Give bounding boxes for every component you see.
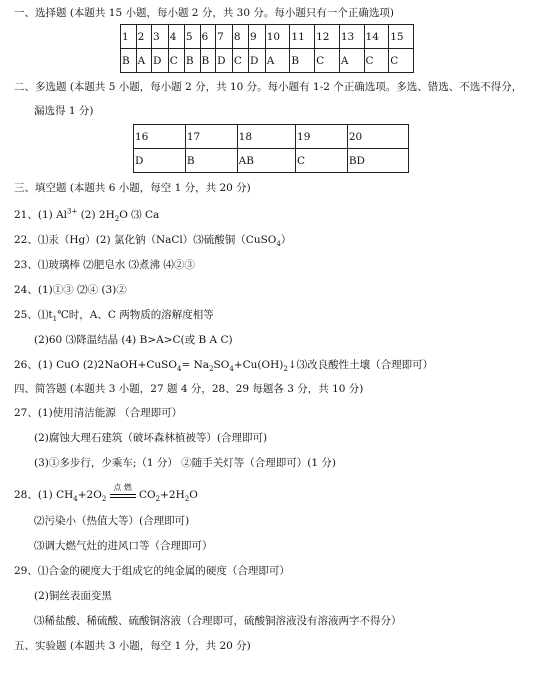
- section-3-heading: 三、填空题 (本题共 6 小题，每空 1 分，共 20 分): [14, 182, 251, 194]
- answer-22: [14, 233, 291, 247]
- question-number-cell: 2: [136, 25, 151, 49]
- section-2-heading: 二、多选题 (本题共 5 小题，每小题 2 分，共 10 分。每小题有 1-2 个正确选项。多选、错选、不选不得分，: [14, 81, 523, 93]
- question-number-cell: 16: [134, 125, 186, 149]
- answer-28-sub-2: 2: [101, 495, 107, 504]
- answer-28-text-a: 28、(1) CH: [14, 489, 74, 501]
- answer-28-text-e: O: [189, 489, 198, 501]
- answer-cell: D: [134, 149, 186, 173]
- question-number-cell: 13: [339, 25, 364, 49]
- answer-cell: D: [216, 49, 233, 73]
- answer-28-sub-4: 2: [184, 495, 190, 504]
- answer-22-part-a: 22、⑴汞（Hg）(2) 氯化钠（NaCl）⑶硫酸铜（CuSO: [14, 234, 277, 246]
- answer-29-part-2: (2)铜丝表面变黑: [34, 590, 112, 602]
- section-4-heading: 四、简答题 (本题共 3 小题，27 题 4 分，28、29 每题各 3 分，共 10 分): [14, 383, 364, 395]
- table-row-numbers: [134, 125, 409, 149]
- answer-25-part-1: [14, 308, 214, 322]
- answer-26-sub-1: 4: [176, 365, 182, 374]
- table-row-answers: [134, 149, 409, 173]
- answer-21: [14, 208, 159, 222]
- answer-cell: C: [232, 49, 248, 73]
- question-number-cell: 11: [290, 25, 315, 49]
- answer-28-text-b: +2O: [77, 489, 102, 501]
- question-number-cell: 3: [152, 25, 169, 49]
- question-number-cell: 8: [232, 25, 248, 49]
- answer-cell: B: [200, 49, 216, 73]
- answer-28-sub-1: 4: [73, 495, 78, 504]
- reaction-condition: [110, 483, 136, 498]
- answer-cell: B: [184, 49, 200, 73]
- answer-26-text-b: = Na: [181, 359, 210, 371]
- answer-cell: A: [265, 49, 290, 73]
- question-number-cell: 17: [185, 125, 237, 149]
- answer-22-sub: 4: [276, 240, 281, 249]
- answer-table-2: [133, 124, 409, 173]
- answer-28-text-d: +2H: [160, 489, 185, 501]
- answer-cell: A: [339, 49, 364, 73]
- section-5-heading: 五、实验题 (本题共 3 小题，每空 1 分，共 20 分): [14, 640, 251, 652]
- answer-28-sub-3: 2: [155, 495, 161, 504]
- answer-cell: C: [168, 49, 184, 73]
- answer-cell: A: [136, 49, 151, 73]
- question-number-cell: 20: [347, 125, 408, 149]
- answer-29-part-1: 29、⑴合金的硬度大于组成它的纯金属的硬度（合理即可）: [14, 565, 290, 577]
- answer-28-equation: [14, 483, 198, 504]
- answer-cell: C: [315, 49, 340, 73]
- reaction-condition-label: 点 燃: [113, 483, 132, 492]
- answer-cell: B: [290, 49, 315, 73]
- answer-26-sub-2: 2: [209, 365, 214, 374]
- answer-26-text-d: +Cu(OH): [233, 359, 284, 371]
- answer-cell: AB: [237, 149, 295, 173]
- answer-24: 24、(1)①③ ⑵④ (3)②: [14, 284, 127, 296]
- answer-21-charge: 3+: [67, 207, 78, 216]
- question-number-cell: 14: [364, 25, 389, 49]
- answer-cell: D: [248, 49, 265, 73]
- question-number-cell: 5: [184, 25, 200, 49]
- section-1-heading: 一、选择题 (本题共 15 小题，每小题 2 分，共 30 分。每小题只有一个正确选项): [14, 7, 394, 19]
- answer-26-text-e: ↓⑶改良酸性土壤（合理即可）: [287, 359, 434, 371]
- question-number-cell: 7: [216, 25, 233, 49]
- answer-28-text-c: CO: [138, 489, 156, 501]
- answer-cell: B: [121, 49, 137, 73]
- answer-21-part-c: O ⑶ Ca: [119, 209, 160, 221]
- answer-22-part-b: ）: [280, 234, 292, 246]
- answer-26-text-c: SO: [213, 359, 230, 371]
- answer-table-1: [120, 24, 414, 73]
- question-number-cell: 19: [296, 125, 348, 149]
- answer-27-part-2: (2)腐蚀大理石建筑（破坏森林植被等）(合理即可): [34, 432, 268, 444]
- question-number-cell: 15: [389, 25, 414, 49]
- answer-cell: C: [296, 149, 348, 173]
- answer-cell: BD: [347, 149, 408, 173]
- answer-25-text-a: 25、⑴t: [14, 309, 53, 321]
- answer-26-text-a: 26、(1) CuO (2)2NaOH+CuSO: [14, 359, 177, 371]
- answer-26-sub-4: 2: [283, 365, 288, 374]
- answer-27-part-3: (3)①多步行，少乘车;（1 分） ②随手关灯等（合理即可）(1 分): [34, 457, 336, 469]
- answer-21-sub: 2: [114, 215, 120, 224]
- section-2-heading-cont: 漏选得 1 分): [34, 105, 94, 117]
- table-row-numbers: [121, 25, 414, 49]
- answer-29-part-3: ⑶稀盐酸、稀硫酸、硫酸铜溶液（合理即可，硫酸铜溶液没有溶液两字不得分）: [34, 615, 402, 627]
- answer-23: 23、⑴玻璃棒 ⑵肥皂水 ⑶煮沸 ⑷②③: [14, 259, 195, 271]
- question-number-cell: 6: [200, 25, 216, 49]
- question-number-cell: 18: [237, 125, 295, 149]
- answer-21-part-a: 21、(1) Al: [14, 209, 68, 221]
- question-number-cell: 1: [121, 25, 137, 49]
- table-row-answers: [121, 49, 414, 73]
- question-number-cell: 9: [248, 25, 265, 49]
- answer-28-part-2: ⑵污染小（热值大等）(合理即可): [34, 515, 190, 527]
- answer-26: [14, 358, 433, 372]
- answer-cell: C: [364, 49, 389, 73]
- answer-26-sub-3: 4: [229, 365, 234, 374]
- answer-28-part-3: ⑶调大燃气灶的进风口等（合理即可）: [34, 540, 213, 552]
- answer-25-text-b: ℃时，A、C 两物质的溶解度相等: [57, 309, 214, 321]
- question-number-cell: 4: [168, 25, 184, 49]
- answer-27-part-1: 27、(1)使用清洁能源 （合理即可）: [14, 407, 183, 419]
- answer-25-part-2: (2)60 ⑶降温结晶 (4) B>A>C(或 B A C): [34, 334, 233, 346]
- answer-cell: D: [152, 49, 169, 73]
- answer-cell: C: [389, 49, 414, 73]
- answer-cell: B: [185, 149, 237, 173]
- question-number-cell: 10: [265, 25, 290, 49]
- answer-25-sub: 1: [52, 315, 58, 324]
- question-number-cell: 12: [315, 25, 340, 49]
- answer-21-part-b: (2) 2H: [77, 209, 115, 221]
